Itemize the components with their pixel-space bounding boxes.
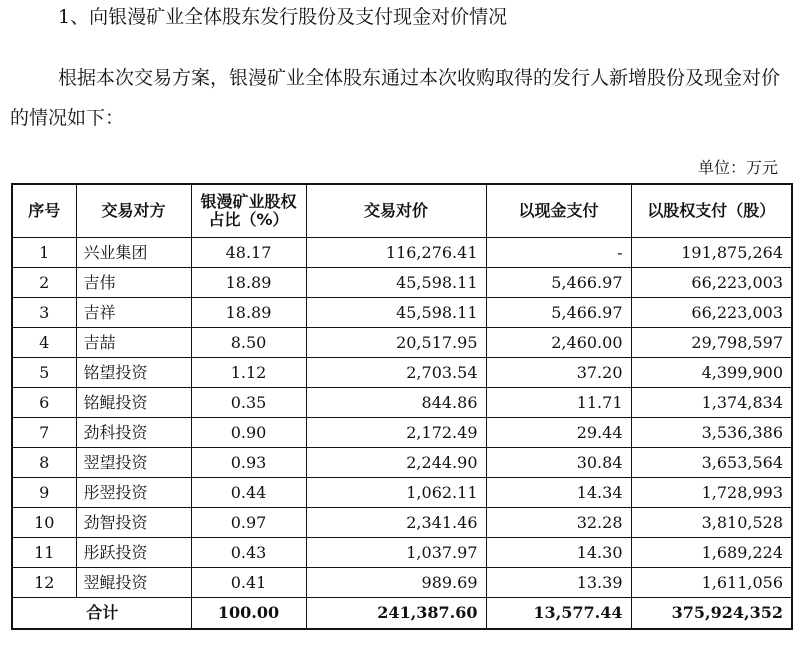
row-counterparty: 翌望投资: [76, 448, 191, 478]
header-equity-ratio: 银漫矿业股权占比（%）: [191, 184, 306, 238]
header-counterparty: 交易对方: [76, 184, 191, 238]
row-equity-ratio: 0.97: [191, 508, 306, 538]
total-share-payment: 375,924,352: [631, 598, 792, 630]
row-cash-payment: 5,466.97: [486, 268, 631, 298]
row-counterparty: 翌鲲投资: [76, 568, 191, 598]
total-cash-payment: 13,577.44: [486, 598, 631, 630]
row-share-payment: 1,728,993: [631, 478, 792, 508]
table-row: [12, 358, 792, 388]
row-counterparty: 兴业集团: [76, 238, 191, 268]
table-row: [12, 388, 792, 418]
total-equity-ratio: 100.00: [191, 598, 306, 630]
table-row: [12, 478, 792, 508]
row-share-payment: 191,875,264: [631, 238, 792, 268]
row-index: 7: [12, 418, 76, 448]
row-counterparty: 劲科投资: [76, 418, 191, 448]
intro-paragraph: 根据本次交易方案，银漫矿业全体股东通过本次收购取得的发行人新增股份及现金对价的情况如下：: [10, 67, 781, 129]
row-share-payment: 3,810,528: [631, 508, 792, 538]
row-index: 6: [12, 388, 76, 418]
row-cash-payment: 13.39: [486, 568, 631, 598]
row-cash-payment: 37.20: [486, 358, 631, 388]
total-label: 合计: [12, 598, 191, 630]
row-consideration: 1,062.11: [306, 478, 486, 508]
row-cash-payment: 14.30: [486, 538, 631, 568]
row-counterparty: 彤跃投资: [76, 538, 191, 568]
section-heading: 1、向银漫矿业全体股东发行股份及支付现金对价情况: [58, 6, 508, 28]
header-share-payment: 以股权支付（股）: [631, 184, 792, 238]
table-row: [12, 418, 792, 448]
row-counterparty: 吉喆: [76, 328, 191, 358]
table-row: [12, 568, 792, 598]
row-share-payment: 1,374,834: [631, 388, 792, 418]
row-consideration: 2,341.46: [306, 508, 486, 538]
row-equity-ratio: 0.90: [191, 418, 306, 448]
row-consideration: 45,598.11: [306, 298, 486, 328]
row-equity-ratio: 0.43: [191, 538, 306, 568]
row-share-payment: 4,399,900: [631, 358, 792, 388]
row-share-payment: 29,798,597: [631, 328, 792, 358]
row-index: 11: [12, 538, 76, 568]
row-index: 12: [12, 568, 76, 598]
row-consideration: 45,598.11: [306, 268, 486, 298]
row-equity-ratio: 0.35: [191, 388, 306, 418]
row-equity-ratio: 1.12: [191, 358, 306, 388]
row-counterparty: 劲智投资: [76, 508, 191, 538]
row-equity-ratio: 18.89: [191, 298, 306, 328]
row-index: 4: [12, 328, 76, 358]
unit-label: 单位：万元: [697, 158, 778, 177]
row-cash-payment: 30.84: [486, 448, 631, 478]
row-equity-ratio: 0.93: [191, 448, 306, 478]
row-consideration: 989.69: [306, 568, 486, 598]
row-share-payment: 3,536,386: [631, 418, 792, 448]
table-row: [12, 298, 792, 328]
row-equity-ratio: 18.89: [191, 268, 306, 298]
row-consideration: 2,172.49: [306, 418, 486, 448]
row-counterparty: 铭鲲投资: [76, 388, 191, 418]
table-row: [12, 268, 792, 298]
row-share-payment: 3,653,564: [631, 448, 792, 478]
row-cash-payment: 32.28: [486, 508, 631, 538]
row-consideration: 1,037.97: [306, 538, 486, 568]
table-row: [12, 448, 792, 478]
row-equity-ratio: 0.44: [191, 478, 306, 508]
row-cash-payment: -: [486, 238, 631, 268]
row-index: 10: [12, 508, 76, 538]
row-counterparty: 吉伟: [76, 268, 191, 298]
total-consideration: 241,387.60: [306, 598, 486, 630]
total-row: [12, 598, 792, 630]
row-share-payment: 66,223,003: [631, 298, 792, 328]
table-header-row: [12, 184, 792, 238]
row-counterparty: 彤翌投资: [76, 478, 191, 508]
consideration-table: [11, 183, 793, 630]
row-share-payment: 1,611,056: [631, 568, 792, 598]
table-row: [12, 508, 792, 538]
row-index: 5: [12, 358, 76, 388]
row-consideration: 20,517.95: [306, 328, 486, 358]
row-index: 8: [12, 448, 76, 478]
row-index: 2: [12, 268, 76, 298]
row-cash-payment: 2,460.00: [486, 328, 631, 358]
row-equity-ratio: 8.50: [191, 328, 306, 358]
row-index: 9: [12, 478, 76, 508]
row-counterparty: 吉祥: [76, 298, 191, 328]
row-consideration: 844.86: [306, 388, 486, 418]
row-consideration: 2,244.90: [306, 448, 486, 478]
header-consideration: 交易对价: [306, 184, 486, 238]
row-share-payment: 1,689,224: [631, 538, 792, 568]
row-consideration: 2,703.54: [306, 358, 486, 388]
header-cash-payment: 以现金支付: [486, 184, 631, 238]
row-cash-payment: 11.71: [486, 388, 631, 418]
table-row: [12, 328, 792, 358]
row-cash-payment: 14.34: [486, 478, 631, 508]
row-cash-payment: 5,466.97: [486, 298, 631, 328]
row-index: 3: [12, 298, 76, 328]
row-counterparty: 铭望投资: [76, 358, 191, 388]
row-equity-ratio: 48.17: [191, 238, 306, 268]
row-index: 1: [12, 238, 76, 268]
row-equity-ratio: 0.41: [191, 568, 306, 598]
row-consideration: 116,276.41: [306, 238, 486, 268]
table-row: [12, 538, 792, 568]
table-row: [12, 238, 792, 268]
row-cash-payment: 29.44: [486, 418, 631, 448]
header-index: 序号: [12, 184, 76, 238]
row-share-payment: 66,223,003: [631, 268, 792, 298]
